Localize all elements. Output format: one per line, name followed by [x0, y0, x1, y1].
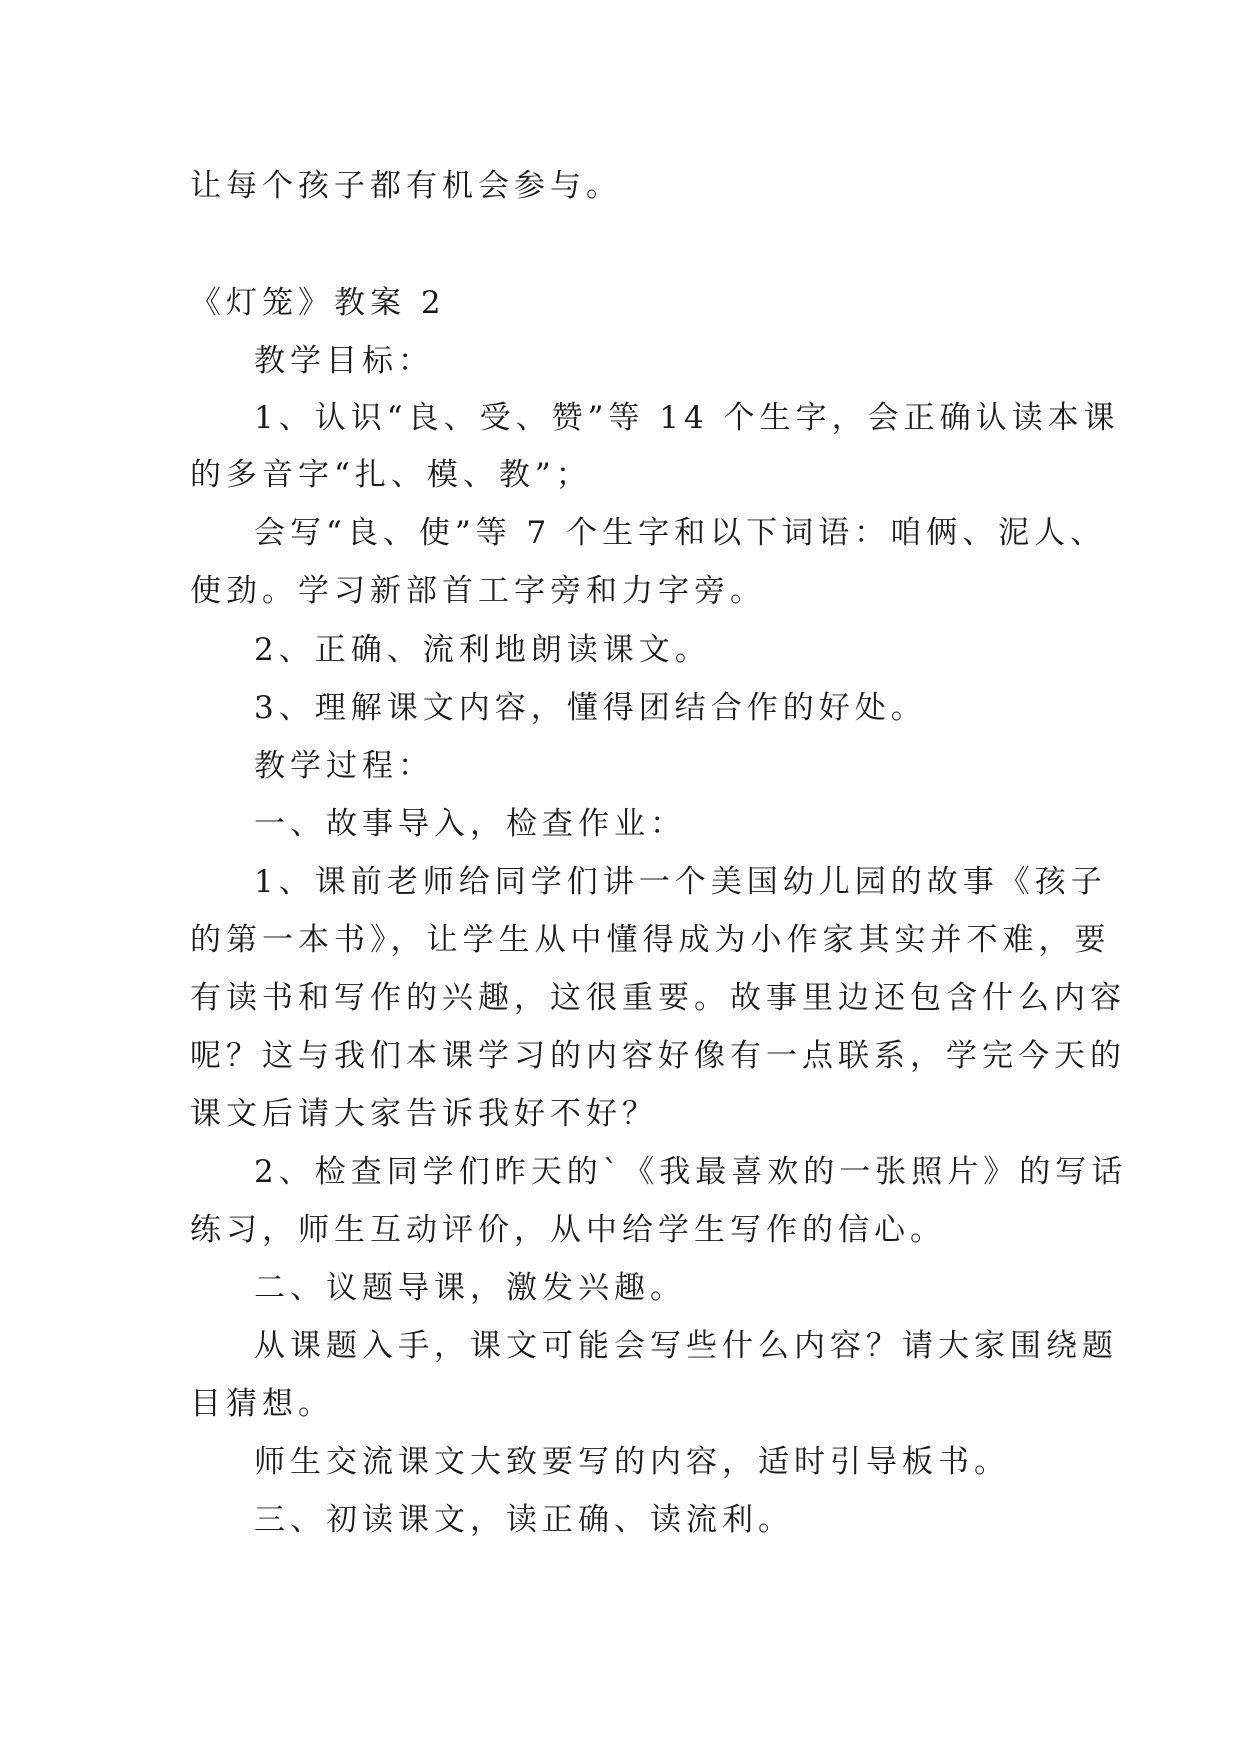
- text-line: 的第一本书》，让学生从中懂得成为小作家其实并不难，要: [190, 922, 1111, 958]
- text-line: 2、正确、流利地朗读课文。: [254, 632, 711, 668]
- subheading-process: 教学过程：: [254, 748, 434, 784]
- text-line: 目猜想。: [190, 1386, 334, 1422]
- text-line: 让每个孩子都有机会参与。: [190, 168, 622, 204]
- text-line: 课文后请大家告诉我好不好？: [190, 1096, 658, 1132]
- text-line: 使劲。学习新部首工字旁和力字旁。: [190, 573, 766, 609]
- text-line: 呢？这与我们本课学习的内容好像有一点联系，学完今天的: [190, 1038, 1126, 1074]
- text-line: 练习，师生互动评价，从中给学生写作的信心。: [190, 1212, 946, 1248]
- text-line: 有读书和写作的兴趣，这很重要。故事里边还包含什么内容: [190, 980, 1126, 1016]
- text-line: 师生交流课文大致要写的内容，适时引导板书。: [254, 1444, 1010, 1480]
- text-line: 二、议题导课，激发兴趣。: [254, 1270, 686, 1306]
- text-line: 的多音字“扎、模、教”；: [190, 457, 592, 493]
- section-heading: 《灯笼》教案 2: [190, 285, 446, 321]
- text-line: 从课题入手，课文可能会写些什么内容？请大家围绕题: [254, 1328, 1118, 1364]
- text-line: 1、课前老师给同学们讲一个美国幼儿园的故事《孩子: [254, 864, 1107, 900]
- text-line: 3、理解课文内容，懂得团结合作的好处。: [254, 690, 927, 726]
- text-line: 2、检查同学们昨天的`《我最喜欢的一张照片》的写话: [254, 1154, 1128, 1190]
- subheading-objectives: 教学目标：: [254, 343, 434, 379]
- text-line: 三、初读课文，读正确、读流利。: [254, 1502, 794, 1538]
- text-line: 1、认识“良、受、赞”等 14 个生字，会正确认读本课: [254, 400, 1120, 436]
- text-line: 一、故事导入，检查作业：: [254, 806, 686, 842]
- text-line: 会写“良、使”等 7 个生字和以下词语：咱俩、泥人、: [254, 515, 1107, 551]
